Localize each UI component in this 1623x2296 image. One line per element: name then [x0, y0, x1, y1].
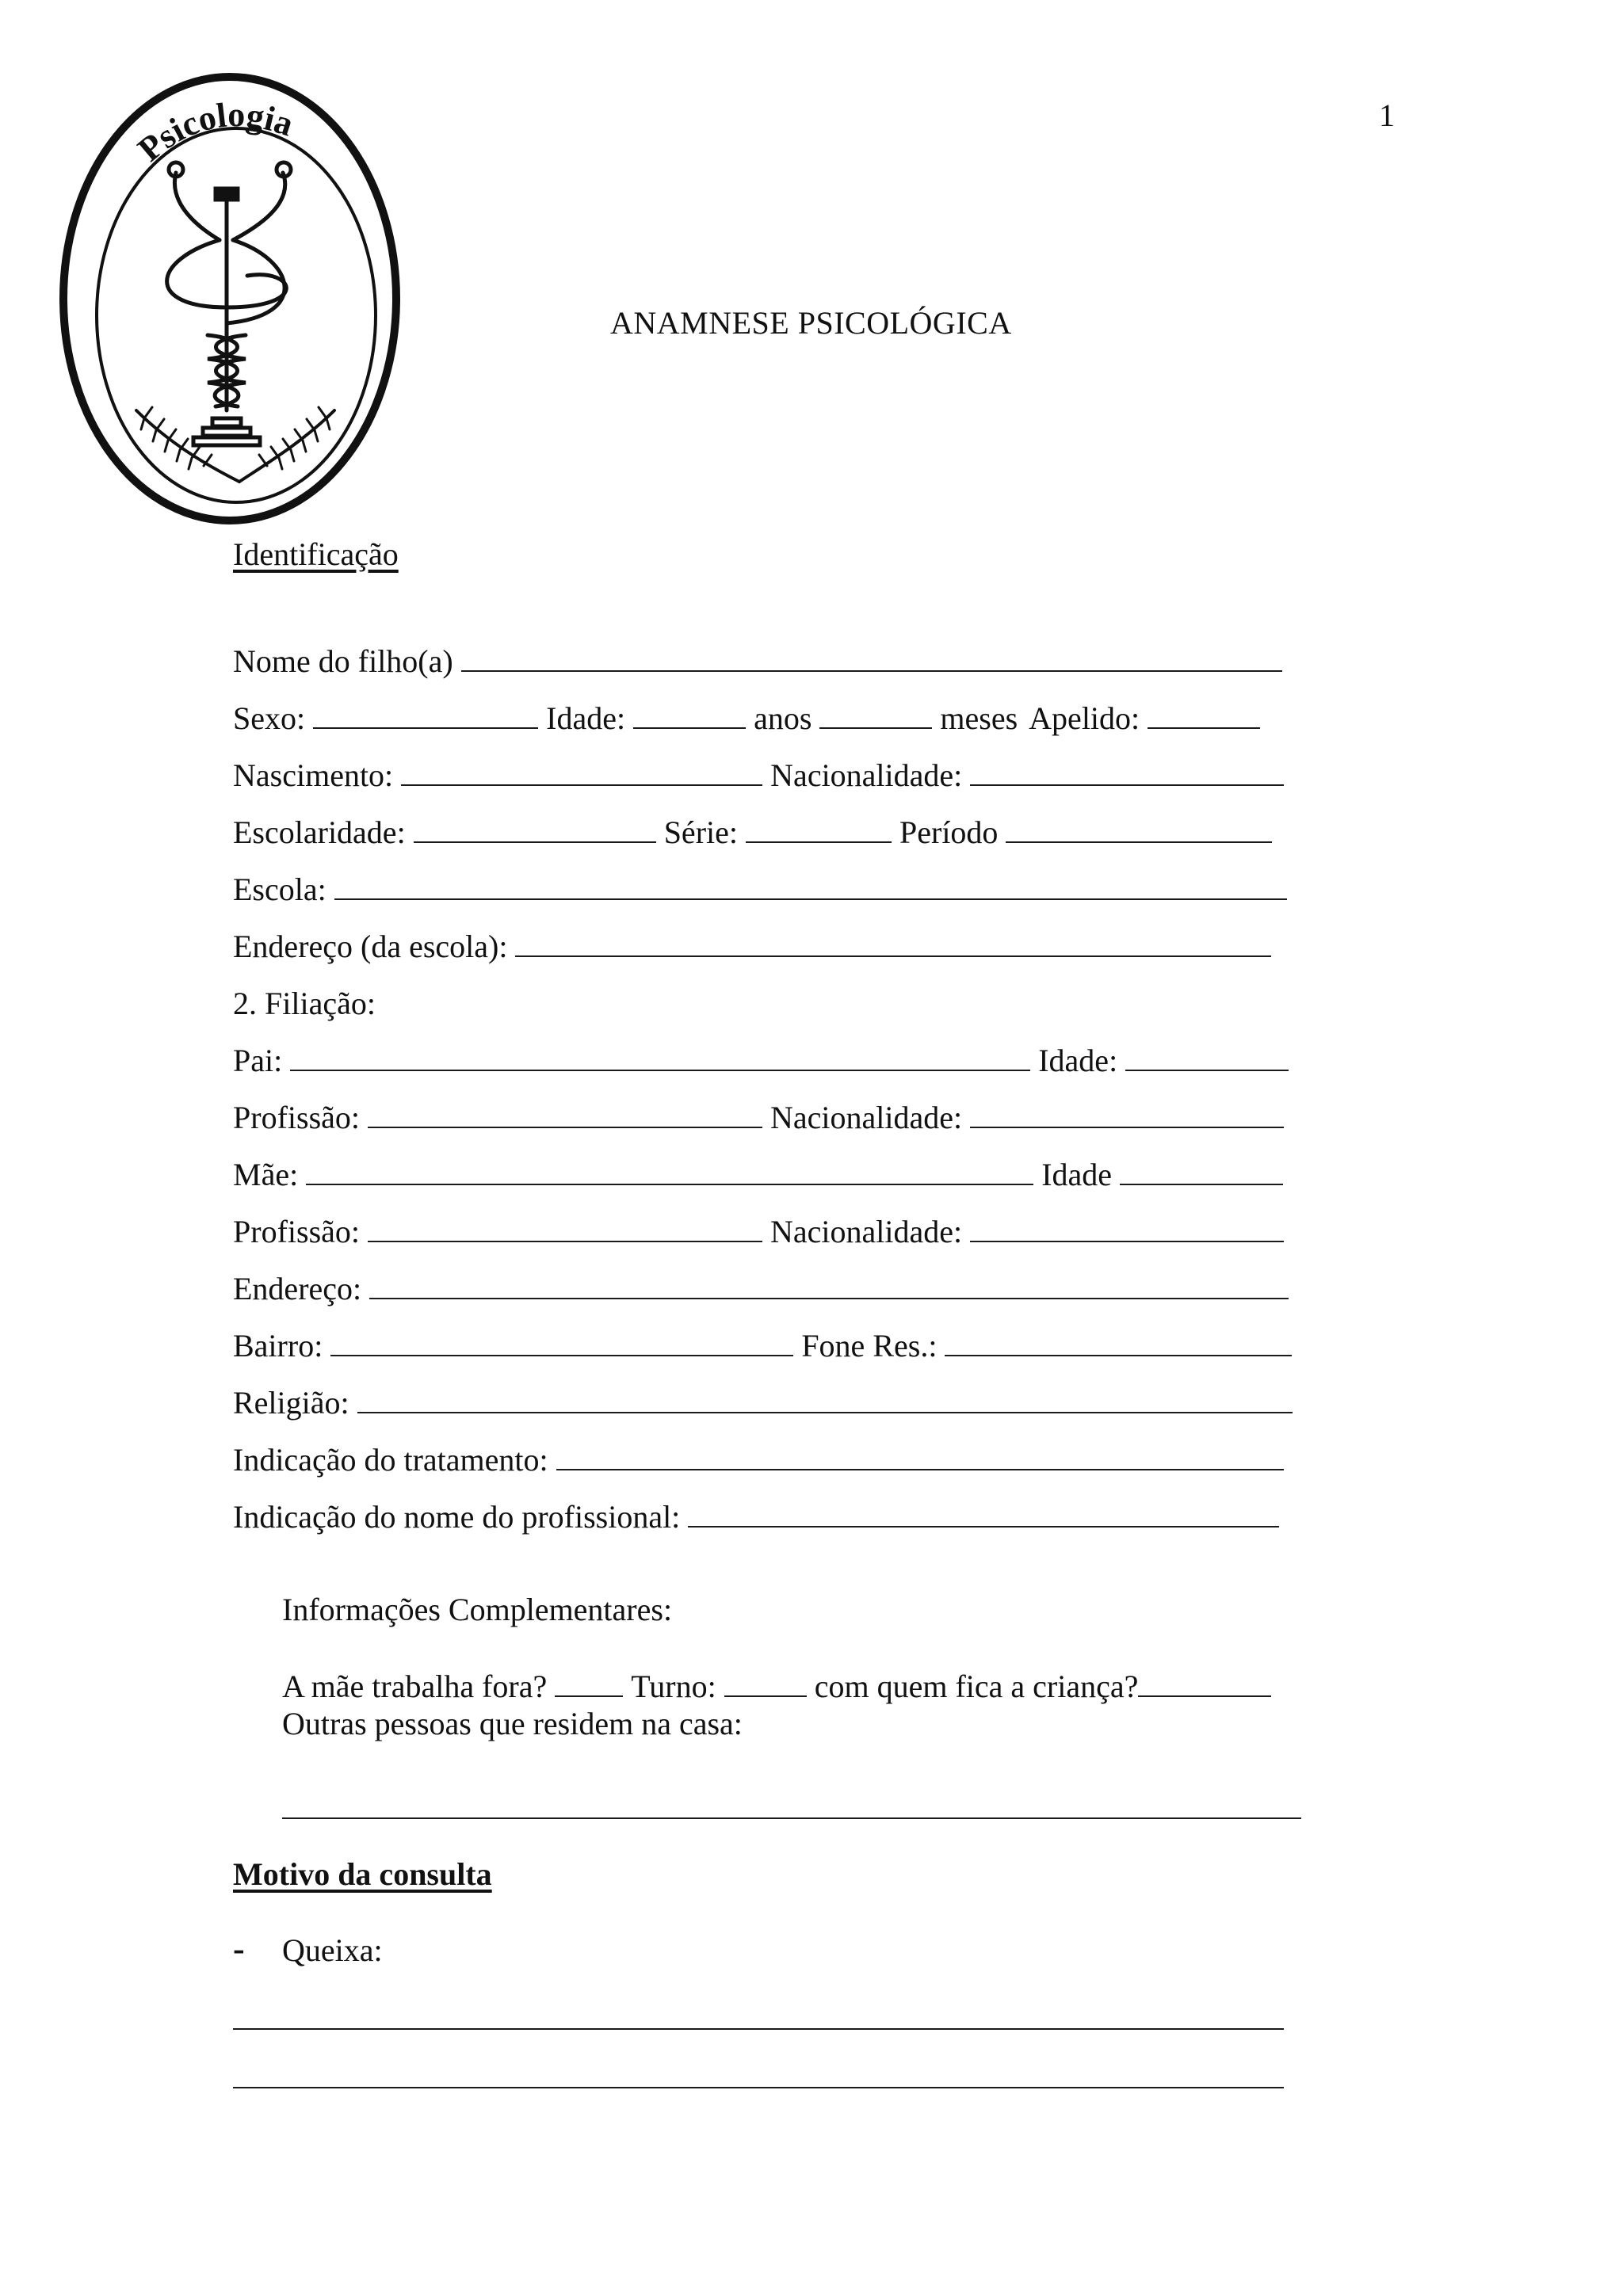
field-indicacao-tratamento[interactable]: [556, 1469, 1284, 1470]
label-escola: Escola:: [233, 871, 327, 907]
label-sexo: Sexo:: [233, 700, 306, 736]
caduceus-stethoscope-icon: [136, 162, 334, 482]
label-meses: meses: [940, 700, 1018, 736]
label-escolaridade: Escolaridade:: [233, 814, 406, 850]
label-nascimento: Nascimento:: [233, 757, 394, 793]
label-anos: anos: [754, 700, 812, 736]
label-indicacao-tratamento: Indicação do tratamento:: [233, 1442, 548, 1478]
field-sexo[interactable]: [313, 727, 538, 729]
label-endereco-escola: Endereço (da escola):: [233, 929, 508, 964]
label-queixa: Queixa:: [282, 1932, 383, 1968]
field-endereco[interactable]: [369, 1298, 1289, 1299]
label-endereco: Endereço:: [233, 1271, 362, 1306]
field-endereco-escola[interactable]: [515, 955, 1271, 957]
label-indicacao-profissional: Indicação do nome do profissional:: [233, 1499, 681, 1535]
row-mae-trabalha: [282, 1664, 1304, 1705]
field-mae[interactable]: [306, 1184, 1033, 1185]
row-bairro: [233, 1323, 1295, 1364]
field-outras-pessoas[interactable]: [282, 1817, 1301, 1819]
label-bairro: Bairro:: [233, 1328, 323, 1363]
row-nome-filho: [233, 639, 1295, 680]
label-turno: Turno:: [631, 1669, 716, 1704]
row-escola: [233, 867, 1295, 908]
field-idade-pai[interactable]: [1125, 1070, 1289, 1071]
field-bairro[interactable]: [330, 1355, 793, 1356]
label-outras-pessoas: Outras pessoas que residem na casa:: [282, 1706, 743, 1741]
row-sexo-idade: [233, 696, 1295, 737]
document-title: ANAMNESE PSICOLÓGICA: [610, 305, 1012, 341]
field-queixa-line-1[interactable]: [233, 2028, 1284, 2030]
page-number: 1: [1379, 97, 1395, 133]
field-queixa-line-2[interactable]: [233, 2087, 1284, 2088]
field-nome-filho[interactable]: [461, 670, 1282, 672]
field-nascimento[interactable]: [401, 784, 762, 786]
label-profissao-pai: Profissão:: [233, 1100, 360, 1135]
label-nacionalidade-pai: Nacionalidade:: [770, 1100, 963, 1135]
label-filiacao: 2. Filiação:: [233, 986, 376, 1021]
label-religiao: Religião:: [233, 1385, 349, 1421]
field-escolaridade[interactable]: [414, 841, 656, 843]
label-mae: Mãe:: [233, 1157, 299, 1192]
row-profissao-pai: [233, 1095, 1295, 1136]
field-fone-res[interactable]: [945, 1355, 1292, 1356]
row-pai: [233, 1038, 1295, 1079]
field-idade-meses[interactable]: [819, 727, 932, 729]
label-mae-trabalha: A mãe trabalha fora?: [282, 1669, 548, 1704]
queixa-bullet: -: [233, 1929, 245, 1968]
logo-text: Psicologia: [130, 95, 299, 170]
field-profissao-mae[interactable]: [368, 1241, 762, 1242]
field-nacionalidade-pai[interactable]: [970, 1127, 1284, 1128]
field-apelido[interactable]: [1148, 727, 1260, 729]
label-apelido: Apelido:: [1029, 700, 1140, 736]
label-idade-pai: Idade:: [1038, 1043, 1118, 1078]
field-periodo[interactable]: [1006, 841, 1272, 843]
label-profissao-mae: Profissão:: [233, 1214, 360, 1249]
field-serie[interactable]: [746, 841, 892, 843]
section-motivo-consulta: Motivo da consulta: [233, 1856, 492, 1892]
field-idade-anos[interactable]: [633, 727, 746, 729]
psicologia-logo: [57, 70, 403, 528]
label-periodo: Período: [899, 814, 999, 850]
label-nacionalidade-mae: Nacionalidade:: [770, 1214, 963, 1249]
field-escola[interactable]: [334, 898, 1287, 900]
row-filiacao: [233, 981, 1295, 1022]
row-religiao: [233, 1380, 1295, 1421]
field-nacionalidade-mae[interactable]: [970, 1241, 1284, 1242]
label-nacionalidade: Nacionalidade:: [770, 757, 963, 793]
row-endereco: [233, 1266, 1295, 1307]
row-endereco-escola: [233, 924, 1295, 965]
label-nome-filho: Nome do filho(a): [233, 643, 453, 679]
field-indicacao-profissional[interactable]: [688, 1526, 1279, 1527]
section-identificacao: Identificação: [233, 536, 399, 572]
label-com-quem: com quem fica a criança?: [814, 1669, 1139, 1704]
field-mae-trabalha[interactable]: [555, 1695, 623, 1697]
field-pai[interactable]: [290, 1070, 1030, 1071]
field-religiao[interactable]: [357, 1412, 1293, 1413]
label-fone-res: Fone Res.:: [801, 1328, 938, 1363]
row-indicacao-tratamento: [233, 1437, 1295, 1478]
row-escolaridade: [233, 810, 1295, 851]
field-idade-mae[interactable]: [1120, 1184, 1283, 1185]
row-indicacao-profissional: [233, 1494, 1295, 1535]
row-nascimento: [233, 753, 1295, 794]
label-idade-mae: Idade: [1041, 1157, 1113, 1192]
field-profissao-pai[interactable]: [368, 1127, 762, 1128]
complementary-title: Informações Complementares:: [282, 1592, 673, 1627]
label-idade: Idade:: [546, 700, 626, 736]
row-mae: [233, 1152, 1295, 1193]
row-profissao-mae: [233, 1209, 1295, 1250]
field-nacionalidade[interactable]: [970, 784, 1284, 786]
field-turno[interactable]: [724, 1695, 807, 1697]
field-com-quem[interactable]: [1138, 1695, 1271, 1697]
label-pai: Pai:: [233, 1043, 283, 1078]
label-serie: Série:: [663, 814, 738, 850]
